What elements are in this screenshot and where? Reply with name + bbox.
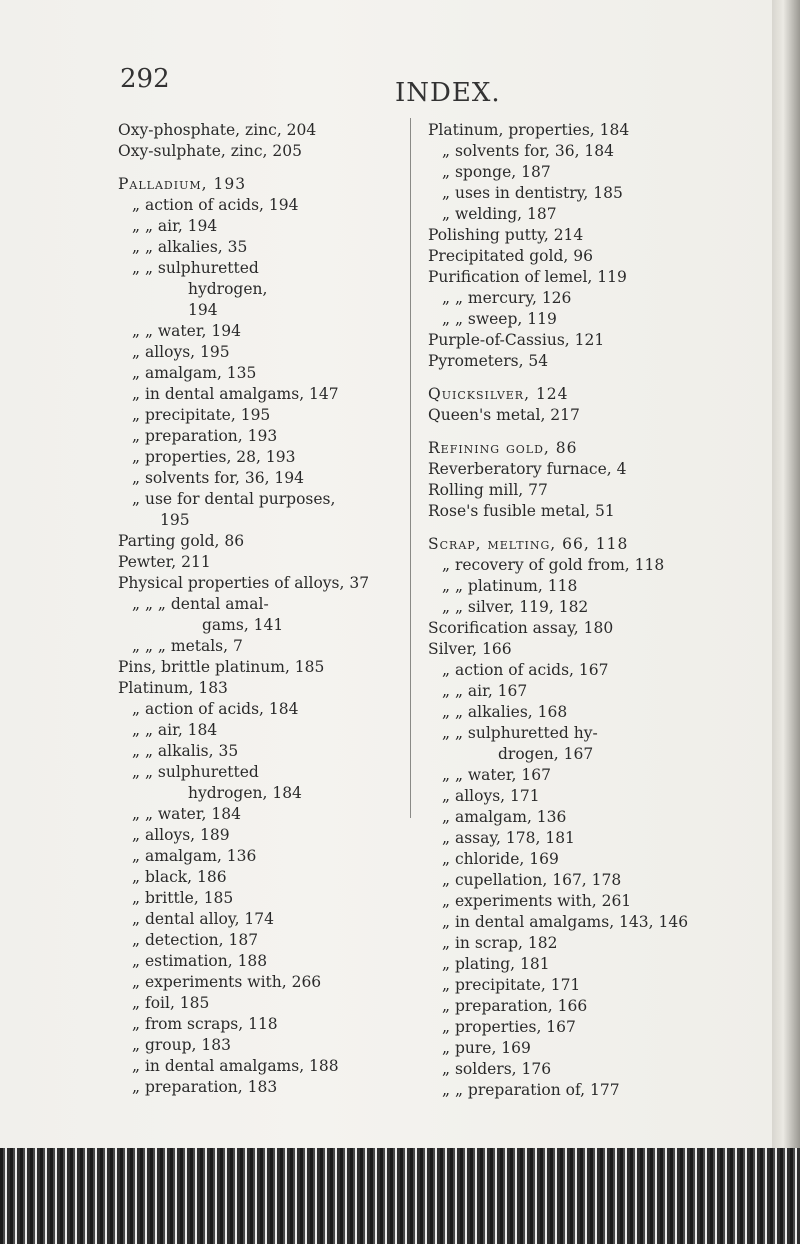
index-entry: „ alloys, 171 (442, 787, 540, 805)
column-divider (410, 118, 411, 818)
index-entry: „ precipitate, 195 (132, 406, 271, 424)
index-entry: „ recovery of gold from, 118 (442, 556, 665, 574)
index-entry: Rolling mill, 77 (428, 481, 548, 499)
index-entry: „ preparation, 193 (132, 427, 278, 445)
index-entry: Quicksilver, 124 (428, 385, 569, 403)
index-entry: „ amalgam, 135 (132, 364, 257, 382)
index-entry: hydrogen, 184 (188, 784, 302, 802)
index-entry: hydrogen, (188, 280, 268, 298)
index-entry: Pewter, 211 (118, 553, 211, 571)
index-entry: „ in scrap, 182 (442, 934, 558, 952)
index-entry: Pins, brittle platinum, 185 (118, 658, 325, 676)
index-entry: „ action of acids, 184 (132, 700, 299, 718)
index-entry: 194 (188, 301, 218, 319)
running-head: INDEX. (395, 78, 501, 108)
index-entry: Parting gold, 86 (118, 532, 245, 550)
index-entry: Oxy-sulphate, zinc, 205 (118, 142, 302, 160)
index-entry: „ pure, 169 (442, 1039, 531, 1057)
index-entry: „ action of acids, 194 (132, 196, 299, 214)
index-column-right (428, 120, 758, 1101)
index-entry: „ „ mercury, 126 (442, 289, 572, 307)
index-entry: „ dental alloy, 174 (132, 910, 275, 928)
index-entry: „ „ air, 167 (442, 682, 528, 700)
index-entry: Refining gold, 86 (428, 439, 578, 457)
index-entry: „ „ water, 167 (442, 766, 551, 784)
index-entry: 195 (160, 511, 190, 529)
index-entry: „ „ silver, 119, 182 (442, 598, 589, 616)
index-entry: „ solvents for, 36, 184 (442, 142, 615, 160)
index-entry: „ properties, 28, 193 (132, 448, 296, 466)
index-entry: „ alloys, 195 (132, 343, 230, 361)
index-entry: „ „ alkalies, 35 (132, 238, 248, 256)
index-entry: Pyrometers, 54 (428, 352, 549, 370)
index-entry: „ chloride, 169 (442, 850, 559, 868)
entry-spacer (428, 372, 758, 384)
index-entry: „ plating, 181 (442, 955, 550, 973)
index-entry: „ uses in dentistry, 185 (442, 184, 623, 202)
index-entry: Platinum, 183 (118, 679, 228, 697)
index-entry: „ „ sulphuretted hy- (442, 724, 598, 742)
index-entry: „ in dental amalgams, 188 (132, 1057, 339, 1075)
index-entry: „ „ sweep, 119 (442, 310, 557, 328)
index-entry: „ black, 186 (132, 868, 227, 886)
index-entry: „ „ air, 194 (132, 217, 218, 235)
index-entry: „ amalgam, 136 (132, 847, 257, 865)
index-entry: „ in dental amalgams, 143, 146 (442, 913, 689, 931)
index-entry: „ in dental amalgams, 147 (132, 385, 339, 403)
index-entry: „ „ alkalis, 35 (132, 742, 239, 760)
index-entry: „ „ „ dental amal- (132, 595, 269, 613)
index-entry: Reverberatory furnace, 4 (428, 460, 627, 478)
index-entry: Polishing putty, 214 (428, 226, 584, 244)
index-entry: „ welding, 187 (442, 205, 557, 223)
scan-edge-band (0, 1148, 800, 1244)
index-entry: Palladium, 193 (118, 175, 247, 193)
index-entry: „ „ preparation of, 177 (442, 1081, 620, 1099)
index-entry: Precipitated gold, 96 (428, 247, 593, 265)
index-entry: „ experiments with, 261 (442, 892, 632, 910)
index-entry: Rose's fusible metal, 51 (428, 502, 615, 520)
index-entry: „ action of acids, 167 (442, 661, 609, 679)
index-entry: „ foil, 185 (132, 994, 210, 1012)
index-entry: „ assay, 178, 181 (442, 829, 575, 847)
index-entry: Purple-of-Cassius, 121 (428, 331, 605, 349)
index-entry: „ precipitate, 171 (442, 976, 581, 994)
entry-spacer (428, 522, 758, 534)
index-entry: „ preparation, 183 (132, 1078, 278, 1096)
entry-spacer (118, 162, 408, 174)
index-entry: „ alloys, 189 (132, 826, 230, 844)
index-entry: „ use for dental purposes, (132, 490, 336, 508)
index-entry: „ sponge, 187 (442, 163, 551, 181)
index-entry: „ „ air, 184 (132, 721, 218, 739)
index-entry: „ amalgam, 136 (442, 808, 567, 826)
index-entry: „ „ platinum, 118 (442, 577, 578, 595)
index-entry: „ from scraps, 118 (132, 1015, 278, 1033)
index-entry: Scrap, melting, 66, 118 (428, 535, 629, 553)
page-edge (772, 0, 800, 1244)
index-entry: Physical properties of alloys, 37 (118, 574, 370, 592)
index-entry: „ solvents for, 36, 194 (132, 469, 305, 487)
index-entry: Platinum, properties, 184 (428, 121, 630, 139)
index-entry: Queen's metal, 217 (428, 406, 580, 424)
index-entry: „ properties, 167 (442, 1018, 576, 1036)
entry-spacer (428, 426, 758, 438)
index-entry: gams, 141 (202, 616, 284, 634)
index-entry: „ estimation, 188 (132, 952, 268, 970)
page-number: 292 (120, 64, 170, 94)
index-entry: „ „ sulphuretted (132, 763, 259, 781)
index-entry: „ solders, 176 (442, 1060, 552, 1078)
index-entry: Silver, 166 (428, 640, 512, 658)
index-entry: „ brittle, 185 (132, 889, 234, 907)
index-entry: „ „ alkalies, 168 (442, 703, 568, 721)
index-entry: „ „ water, 184 (132, 805, 241, 823)
index-entry: „ „ water, 194 (132, 322, 241, 340)
index-entry: „ preparation, 166 (442, 997, 588, 1015)
index-entry: „ cupellation, 167, 178 (442, 871, 622, 889)
index-entry: drogen, 167 (498, 745, 594, 763)
index-entry: „ detection, 187 (132, 931, 259, 949)
index-entry: „ experiments with, 266 (132, 973, 322, 991)
index-entry: Oxy-phosphate, zinc, 204 (118, 121, 317, 139)
index-entry: „ „ „ metals, 7 (132, 637, 243, 655)
index-entry: Scorification assay, 180 (428, 619, 614, 637)
index-entry: „ „ sulphuretted (132, 259, 259, 277)
index-column-left (118, 120, 408, 1098)
index-entry: „ group, 183 (132, 1036, 231, 1054)
index-entry: Purification of lemel, 119 (428, 268, 627, 286)
